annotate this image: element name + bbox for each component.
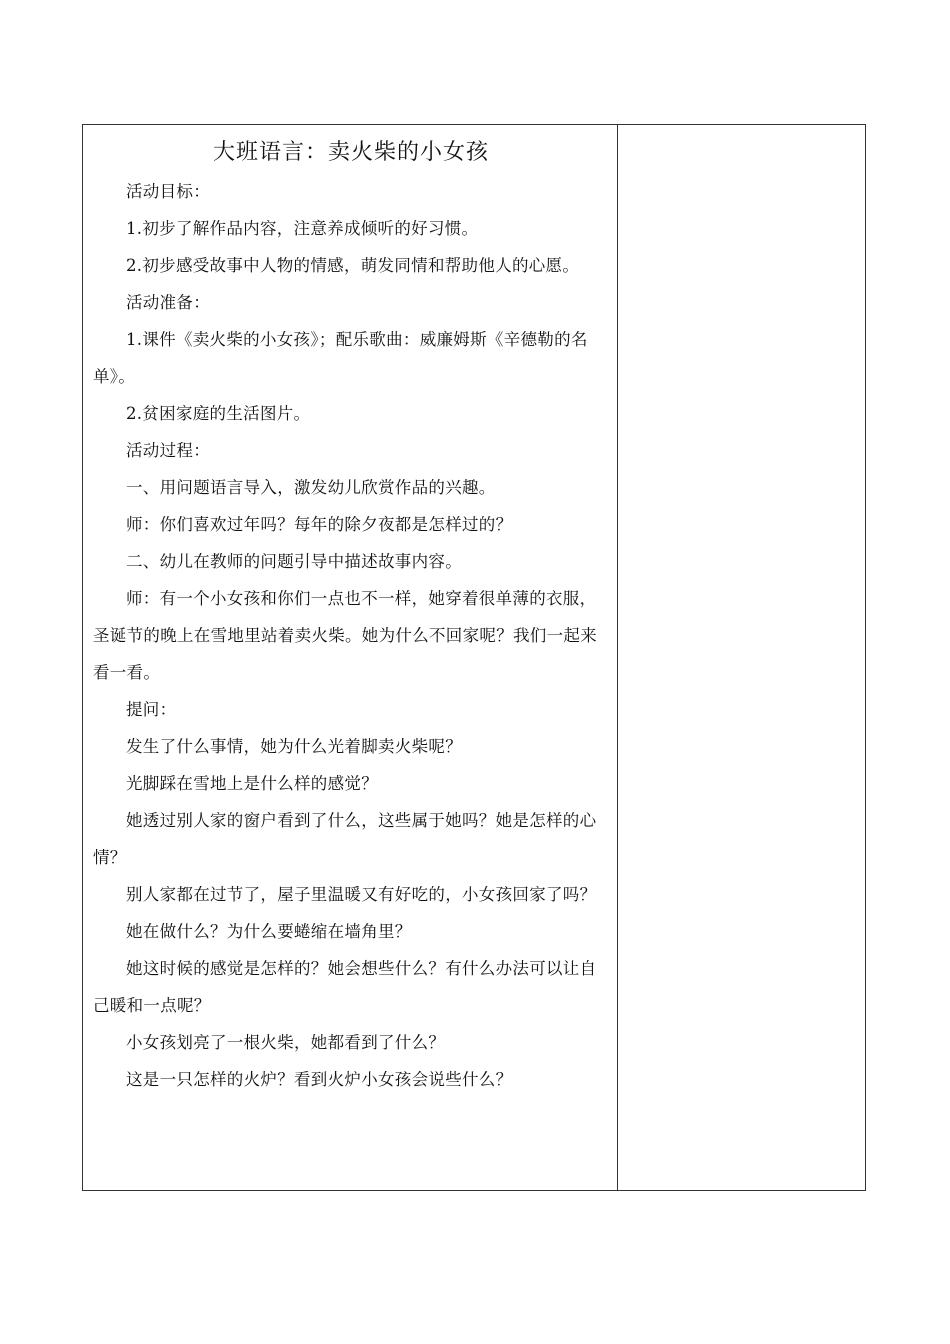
paragraph: 提问： xyxy=(126,700,177,719)
lesson-table xyxy=(82,124,866,1191)
lesson-content-cell xyxy=(83,125,618,1190)
paragraph: 活动准备： xyxy=(126,293,210,312)
paragraph: 她透过别人家的窗户看到了什么，这些属于她吗？她是怎样的心情？ xyxy=(93,811,597,867)
paragraph: 活动过程： xyxy=(126,441,210,460)
paragraph: 活动目标： xyxy=(126,182,210,201)
paragraph: 她这时候的感觉是怎样的？她会想些什么？有什么办法可以让自己暖和一点呢？ xyxy=(93,959,597,1015)
paragraph: 光脚踩在雪地上是什么样的感觉？ xyxy=(126,774,378,793)
paragraph: 师：有一个小女孩和你们一点也不一样，她穿着很单薄的衣服，圣诞节的晚上在雪地里站着卖火柴。她为什么不回家呢？我们一起来看一看。 xyxy=(93,589,597,682)
paragraph: 二、幼儿在教师的问题引导中描述故事内容。 xyxy=(126,552,462,571)
paragraph: 这是一只怎样的火炉？看到火炉小女孩会说些什么？ xyxy=(126,1070,513,1089)
paragraph: 1.初步了解作品内容，注意养成倾听的好习惯。 xyxy=(126,219,479,238)
paragraph: 1.课件《卖火柴的小女孩》；配乐歌曲：威廉姆斯《辛德勒的名单》。 xyxy=(93,330,588,386)
paragraph: 别人家都在过节了，屋子里温暖又有好吃的，小女孩回家了吗？ xyxy=(126,885,597,904)
paragraph: 她在做什么？为什么要蜷缩在墙角里？ xyxy=(126,922,412,941)
paragraph: 一、用问题语言导入，激发幼儿欣赏作品的兴趣。 xyxy=(126,478,496,497)
notes-cell xyxy=(618,125,865,1190)
paragraph: 2.贫困家庭的生活图片。 xyxy=(126,404,311,423)
paragraph: 2.初步感受故事中人物的情感，萌发同情和帮助他人的心愿。 xyxy=(126,256,580,275)
paragraph: 师：你们喜欢过年吗？每年的除夕夜都是怎样过的？ xyxy=(126,515,513,534)
page-title: 大班语言：卖火柴的小女孩 xyxy=(212,140,489,165)
paragraph: 发生了什么事情，她为什么光着脚卖火柴呢？ xyxy=(126,737,462,756)
paragraph: 小女孩划亮了一根火柴，她都看到了什么？ xyxy=(126,1033,446,1052)
